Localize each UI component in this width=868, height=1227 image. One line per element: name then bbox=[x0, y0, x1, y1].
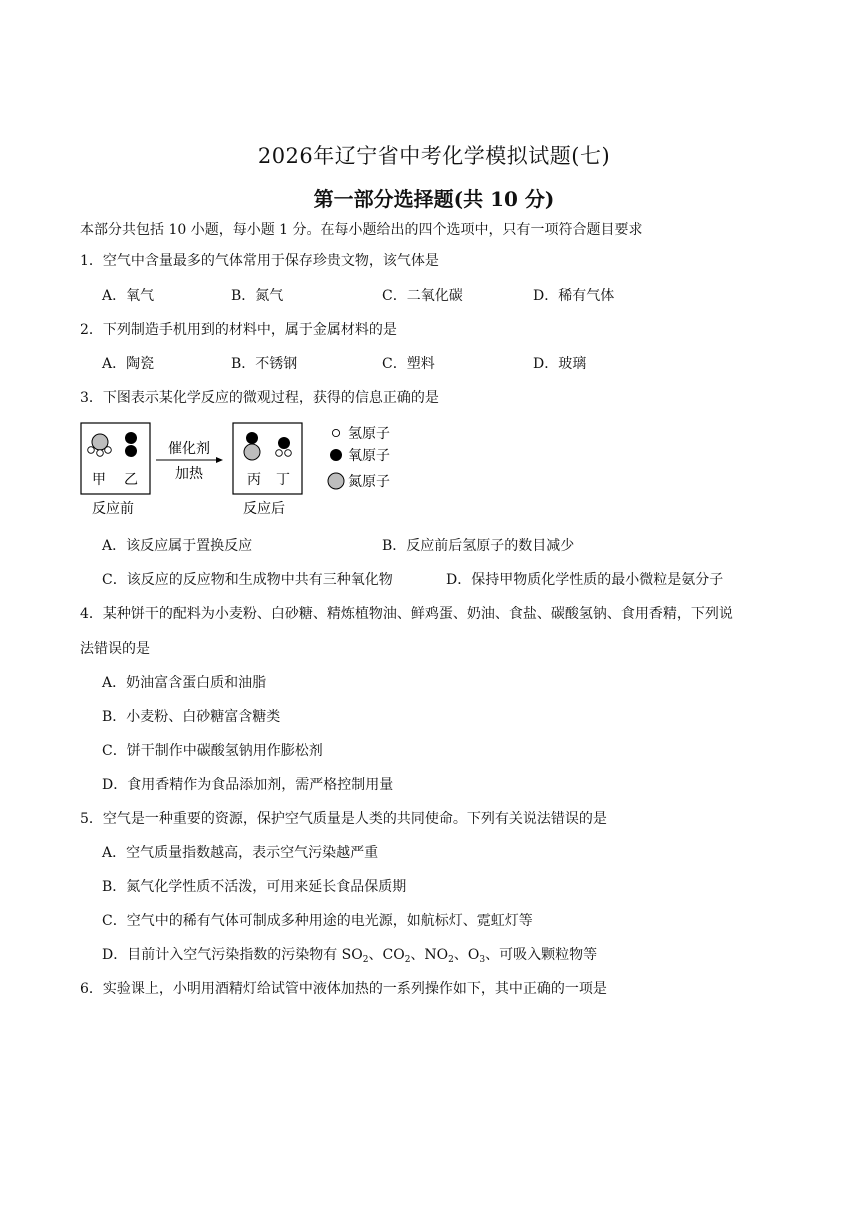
q3-option-c: C．该反应的反应物和生成物中共有三种氧化物 bbox=[102, 572, 393, 588]
hydrogen-atom-icon bbox=[285, 450, 292, 457]
page-title: 2026年辽宁省中考化学模拟试题(七) bbox=[257, 144, 611, 168]
after-box bbox=[233, 423, 302, 494]
question-number: 3． bbox=[80, 390, 103, 406]
q4-option-a: A．奶油富含蛋白质和油脂 bbox=[102, 675, 267, 691]
q1-option-a: A．氧气 bbox=[102, 288, 155, 304]
box2-label-ding: 丁 bbox=[276, 472, 290, 488]
hydrogen-atom-icon bbox=[105, 447, 112, 454]
hydrogen-atom-icon bbox=[88, 447, 95, 454]
q3-option-a: A．该反应属于置换反应 bbox=[102, 538, 253, 554]
q2-option-b: B．不锈钢 bbox=[231, 356, 298, 372]
q5-option-a: A．空气质量指数越高，表示空气污染越严重 bbox=[102, 845, 379, 861]
legend-hydrogen-icon bbox=[332, 429, 339, 436]
question-stem: 空气是一种重要的资源，保护空气质量是人类的共同使命。下列有关说法错误的是 bbox=[102, 811, 607, 827]
q4-option-d: D．食用香精作为食品添加剂，需严格控制用量 bbox=[102, 777, 394, 793]
q1-option-c: C．二氧化碳 bbox=[382, 288, 463, 304]
section-intro: 本部分共包括 10 小题，每小题 1 分。在每小题给出的四个选项中，只有一项符合题目要求 bbox=[80, 222, 643, 238]
hydrogen-atom-icon bbox=[97, 450, 104, 457]
q3-option-b: B．反应前后氢原子的数目减少 bbox=[382, 538, 575, 554]
legend-oxygen-label: 氧原子 bbox=[348, 448, 390, 464]
catalyst-label: 催化剂 bbox=[168, 441, 210, 457]
before-caption: 反应前 bbox=[92, 501, 134, 517]
question-3 bbox=[80, 387, 439, 407]
question-1 bbox=[80, 250, 439, 270]
oxygen-atom-icon bbox=[278, 437, 290, 449]
question-6 bbox=[80, 978, 607, 998]
q5-option-d: D．目前计入空气污染指数的污染物有 $SO_2$、$CO_2$、$NO_2$、$O_3$、可吸入颗粒物等 bbox=[102, 947, 598, 965]
q2-option-d: D．玻璃 bbox=[533, 356, 587, 372]
question-stem: 下列制造手机用到的材料中，属于金属材料的是 bbox=[102, 322, 397, 338]
question-number: 6． bbox=[80, 981, 103, 997]
q2-option-a: A．陶瓷 bbox=[102, 356, 155, 372]
oxygen-atom-icon bbox=[246, 432, 258, 444]
question-stem: 空气中含量最多的气体常用于保存珍贵文物，该气体是 bbox=[102, 253, 439, 269]
question-4-continued: 法错误的是 bbox=[80, 641, 150, 657]
legend-nitrogen-label: 氮原子 bbox=[348, 474, 390, 490]
arrow-head-icon bbox=[216, 457, 223, 463]
legend-oxygen-icon bbox=[330, 449, 342, 461]
q4-option-c: C．饼干制作中碳酸氢钠用作膨松剂 bbox=[102, 743, 323, 759]
question-5 bbox=[80, 808, 607, 828]
legend-hydrogen-label: 氢原子 bbox=[348, 426, 390, 442]
question-number: 1． bbox=[80, 253, 103, 269]
question-stem: 某种饼干的配料为小麦粉、白砂糖、精炼植物油、鲜鸡蛋、奶油、食盐、碳酸氢钠、食用香精，下列说 bbox=[102, 606, 733, 622]
box2-label-bing: 丙 bbox=[247, 472, 261, 488]
q5-option-b: B．氮气化学性质不活泼，可用来延长食品保质期 bbox=[102, 879, 407, 895]
heat-label: 加热 bbox=[175, 466, 203, 482]
q2-option-c: C．塑料 bbox=[382, 356, 435, 372]
oxygen-atom-icon bbox=[125, 432, 137, 444]
question-number: 2． bbox=[80, 322, 103, 338]
section-title: 第一部分选择题(共 10 分) bbox=[313, 187, 555, 211]
q3-option-d: D．保持甲物质化学性质的最小微粒是氨分子 bbox=[446, 572, 724, 588]
q1-option-d: D．稀有气体 bbox=[533, 288, 615, 304]
question-4 bbox=[80, 603, 733, 623]
question-number: 4． bbox=[80, 606, 103, 622]
box1-label-jia: 甲 bbox=[92, 472, 106, 488]
q1-option-b: B．氮气 bbox=[231, 288, 284, 304]
legend-nitrogen-icon bbox=[328, 473, 344, 489]
oxygen-atom-icon bbox=[125, 445, 137, 457]
hydrogen-atom-icon bbox=[276, 450, 283, 457]
box1-label-yi: 乙 bbox=[124, 472, 138, 488]
question-stem: 下图表示某化学反应的微观过程，获得的信息正确的是 bbox=[102, 390, 439, 406]
question-stem: 实验课上，小明用酒精灯给试管中液体加热的一系列操作如下，其中正确的一项是 bbox=[102, 981, 607, 997]
after-caption: 反应后 bbox=[243, 501, 285, 517]
nitrogen-atom-icon bbox=[244, 444, 260, 460]
question-2 bbox=[80, 319, 397, 339]
q4-option-b: B．小麦粉、白砂糖富含糖类 bbox=[102, 709, 281, 725]
reaction-diagram bbox=[80, 422, 420, 522]
question-number: 5． bbox=[80, 811, 103, 827]
q5-option-c: C．空气中的稀有气体可制成多种用途的电光源，如航标灯、霓虹灯等 bbox=[102, 913, 533, 929]
